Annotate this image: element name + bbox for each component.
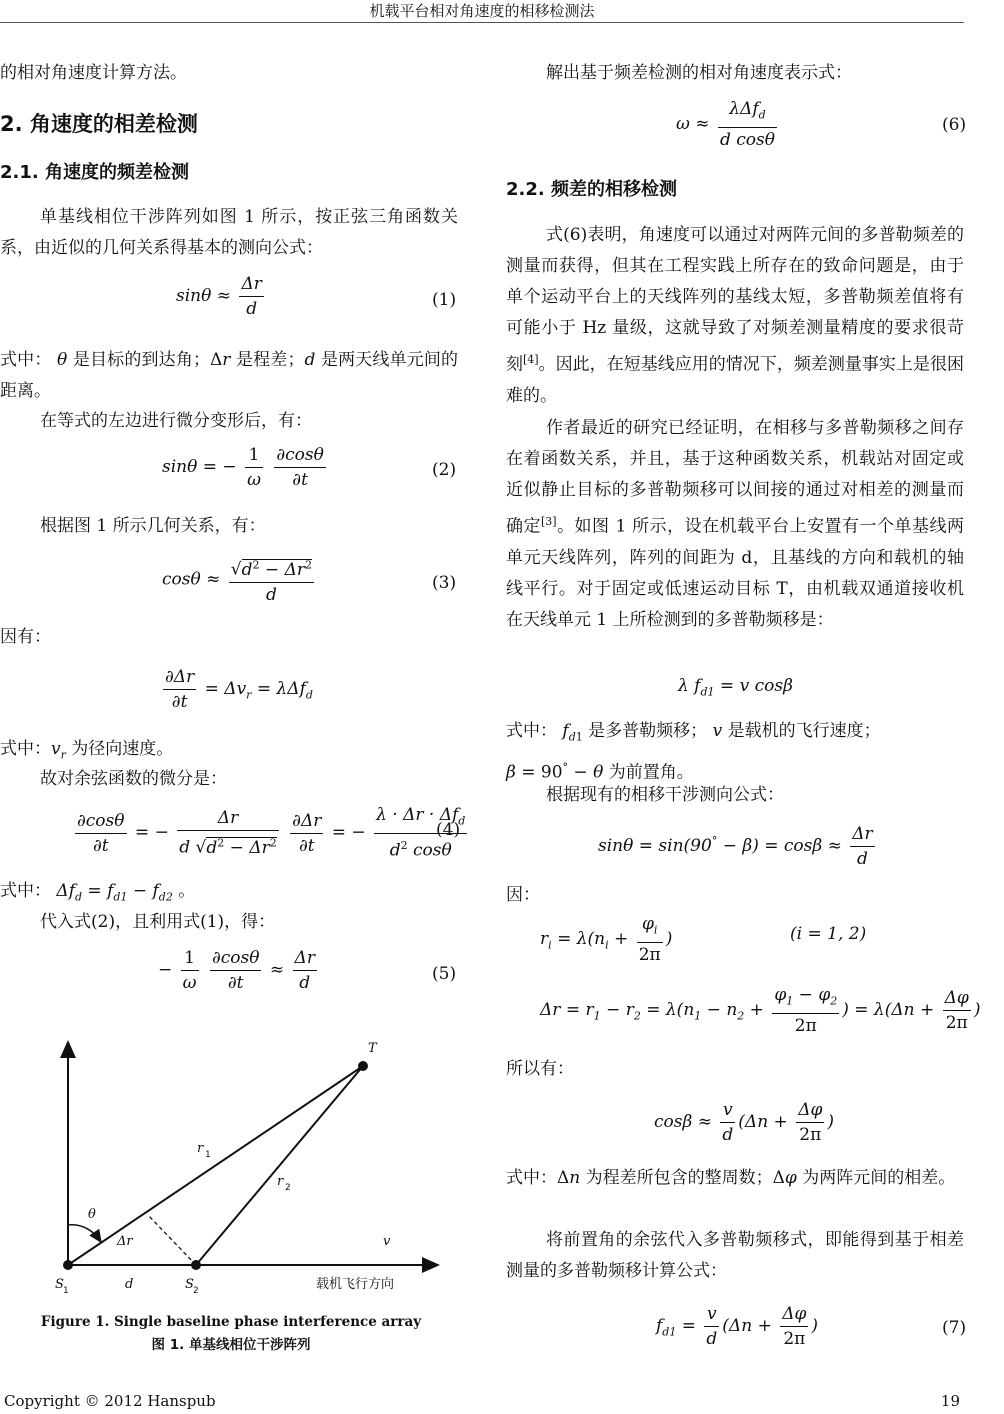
p3-end: 。如图 1 所示，设在机载平台上安置有一个单基线两单元天线阵列，阵列的间距为 d，且基线的方向和载机的轴线平行。对于固定或低速运动目标 T，由机载双通道接收机在天线单元 1 上所检测到的多普勒频移是： — [506, 516, 964, 630]
label-delta-r: Δr — [117, 1234, 133, 1249]
paragraph-3: 在等式的左边进行微分变形后，有： — [40, 411, 312, 431]
equation-delta-r: $\Delta r = r_1 - r_2 = \lambda(n_1 - n_2$ + $\frac{\varphi_1 - \varphi_2}{2\pi}$ ) = λ(Δn + $\frac{\Delta\varphi}{2\pi}$ ) — [540, 985, 981, 1037]
equation-2: sinθ = − $\frac{1}{\omega}$ $\frac{\partial\cos\theta}{\partial t}$ — [162, 445, 324, 490]
label-r1: r — [197, 1141, 204, 1156]
paragraph-2: 式中： θ 是目标的到达角；Δr 是程差；d 是两天线单元间的距离。 — [0, 350, 459, 401]
equation-6-number: (6) — [942, 115, 967, 135]
equation-6: ω ≈ $\frac{\lambda\Delta f_d}{\text{d cosθ}}$ — [676, 99, 775, 151]
header-rule — [0, 22, 964, 23]
equation-1: sinθ ≈ $\frac{\Delta r}{d}$ — [176, 274, 262, 319]
paragraph-7: 故对余弦函数的微分是： — [40, 769, 227, 789]
equation-ri: $r_i = \lambda(n_i$ + $\frac{\varphi_i}{2\pi}$ ) — [540, 914, 673, 966]
p2-d: 是两天线单元间的距离。 — [0, 350, 459, 401]
label-theta: θ — [88, 1207, 96, 1222]
paragraph-6: 式中：$v_r$ 为径向速度。 — [0, 739, 174, 762]
paragraph-5: 因有： — [0, 627, 51, 647]
p3-text: 作者最近的研究已经证明，在相移与多普勒频移之间存在着函数关系，并且，基于这种函数关系，机载站对固定或近似静止目标的多普勒频移可以间接的通过对相差的测量而确定 — [506, 418, 964, 537]
p8-a: 式中： — [506, 1168, 557, 1188]
label-T: T — [368, 1041, 377, 1056]
label-r1-sub: 1 — [205, 1150, 211, 1160]
equation-sin-cos: sinθ = sin(90° − β) = cosβ ≈ $\frac{\Delta r}{d}$ — [598, 824, 873, 869]
p2-c: 是程差； — [235, 350, 305, 370]
equation-3-number: (3) — [432, 573, 457, 593]
right-paragraph-9: 将前置角的余弦代入多普勒频移式，即能得到基于相差测量的多普勒频移计算公式： — [506, 1230, 964, 1281]
page-number: 19 — [940, 1392, 960, 1410]
section-2-title: 2. 角速度的相差检测 — [0, 112, 198, 136]
label-S1-sub: 1 — [63, 1286, 69, 1296]
equation-4: $\frac{\partial\cos\theta}{\partial t}$ = − $\frac{\Delta r}{d √d^2 - \Delta r^2}$ $\frac{\partial\Delta r}{\partial t}$ = − $\frac{\lambda \cdot \Delta r \cdot \Delta f_d}{d^2 \cos\theta}$ — [77, 805, 466, 862]
target-t — [358, 1061, 368, 1071]
running-header: 机载平台相对角速度的相移检测法 — [369, 2, 595, 20]
equation-i-range: (i = 1, 2) — [790, 924, 867, 944]
label-v: v — [383, 1234, 391, 1249]
equation-4-number: (4) — [436, 820, 461, 840]
right-paragraph-6: 因： — [506, 885, 540, 905]
figure-caption-en: Figure 1. Single baseline phase interference array — [40, 1314, 422, 1330]
ref-3: [3] — [540, 515, 557, 528]
right-paragraph-5: 根据现有的相移干涉测向公式： — [546, 785, 784, 805]
equation-cos-beta: cosβ ≈ $\frac{v}{d}$ (Δn + $\frac{\Delta\varphi}{2\pi}$ ) — [654, 1100, 835, 1145]
figure-caption-zh: 图 1. 单基线相位干涉阵列 — [151, 1337, 311, 1353]
equation-7: $f_{d1}$ = $\frac{v}{d}$ (Δn + $\frac{\Delta\varphi}{2\pi}$ ) — [656, 1304, 819, 1349]
p8-pre: 式中： — [0, 881, 51, 901]
p2-text: 式(6)表明，角速度可以通过对两阵元间的多普勒频差的测量而获得，但其在工程实践上所存在的致命问题是，由于单个运动平台上的天线阵列的基线太短，多普勒频差值将有可能小于 Hz 量级，这就导致了对频差测量精度的要求很苛刻 — [506, 225, 964, 375]
right-paragraph-4: 式中： $f_{d1}$ 是多普勒频移； v 是载机的飞行速度； β = 90° − θ 为前置角。 — [506, 721, 881, 784]
p2-end: 。因此，在短基线应用的情况下，频差测量事实上是很困难的。 — [506, 354, 964, 406]
theta-arc — [68, 1225, 101, 1242]
antenna-s2 — [191, 1260, 201, 1270]
equation-3: cosθ ≈ $\frac{√d^2 - \Delta r^2}{d}$ — [162, 553, 317, 607]
section-2-2-title: 2.2. 频差的相移检测 — [506, 179, 677, 200]
paragraph-9: 代入式(2)，且利用式(1)，得： — [40, 912, 276, 932]
path-difference-dashed — [148, 1215, 196, 1265]
intro-tail: 的相对角速度计算方法。 — [0, 63, 187, 83]
equation-5-number: (5) — [432, 964, 457, 984]
ray-r1 — [68, 1066, 363, 1265]
label-r2: r — [277, 1174, 284, 1189]
p2-b: 是目标的到达角； — [72, 350, 210, 370]
right-paragraph-1: 解出基于频差检测的相对角速度表示式： — [546, 63, 852, 83]
equation-1-number: (1) — [432, 290, 457, 310]
figure-1-diagram — [0, 1030, 462, 1310]
paragraph-1: 单基线相位干涉阵列如图 1 所示，按正弦三角函数关系，由近似的几何关系得基本的测向公式： — [0, 207, 458, 258]
equation-2-number: (2) — [432, 460, 457, 480]
equation-7-number: (7) — [942, 1318, 967, 1338]
copyright: Copyright © 2012 Hanspub — [4, 1392, 216, 1410]
ray-r2 — [196, 1066, 363, 1265]
paragraph-4: 根据图 1 所示几何关系，有： — [40, 516, 266, 536]
p4-b: 是多普勒频移； — [588, 721, 708, 741]
p4-a: 式中： — [506, 721, 557, 741]
p4-d: 为前置角。 — [608, 763, 694, 784]
equation-vr: $\frac{\partial\Delta r}{\partial t}$ = $\Delta v_r = \lambda\Delta f_d$ — [165, 667, 313, 712]
equation-fd1: λ $f_{d1} = v$ cosβ — [678, 676, 793, 699]
label-S2: S — [185, 1277, 194, 1292]
label-d: d — [125, 1277, 134, 1292]
label-S1: S — [55, 1277, 64, 1292]
label-r2-sub: 2 — [285, 1183, 291, 1193]
p2-a: 式中： — [0, 350, 52, 370]
p8-b: 为程差所包含的整周数； — [585, 1168, 773, 1188]
right-paragraph-2 — [506, 220, 964, 412]
right-paragraph-3 — [506, 413, 964, 636]
p4-c: 是载机的飞行速度； — [727, 721, 881, 741]
p6-pre: 式中： — [0, 739, 51, 759]
right-paragraph-7: 所以有： — [506, 1059, 574, 1079]
label-S2-sub: 2 — [193, 1286, 199, 1296]
right-paragraph-8: 式中：Δn 为程差所包含的整周数；Δφ 为两阵元间的相差。 — [506, 1168, 956, 1188]
ref-4: [4] — [523, 353, 539, 366]
paragraph-8: 式中： $\Delta f_d = f_{d1} - f_{d2}$ 。 — [0, 881, 196, 904]
equation-5: − $\frac{1}{\omega}$ $\frac{\partial\cos\theta}{\partial t}$ ≈ $\frac{\Delta r}{d}$ — [158, 948, 315, 993]
p8-c: 为两阵元间的相差。 — [802, 1168, 956, 1188]
label-flight-direction: 载机飞行方向 — [316, 1277, 395, 1292]
section-2-1-title: 2.1. 角速度的频差检测 — [0, 162, 189, 183]
antenna-s1 — [63, 1260, 73, 1270]
p6-text: 为径向速度。 — [71, 739, 174, 759]
